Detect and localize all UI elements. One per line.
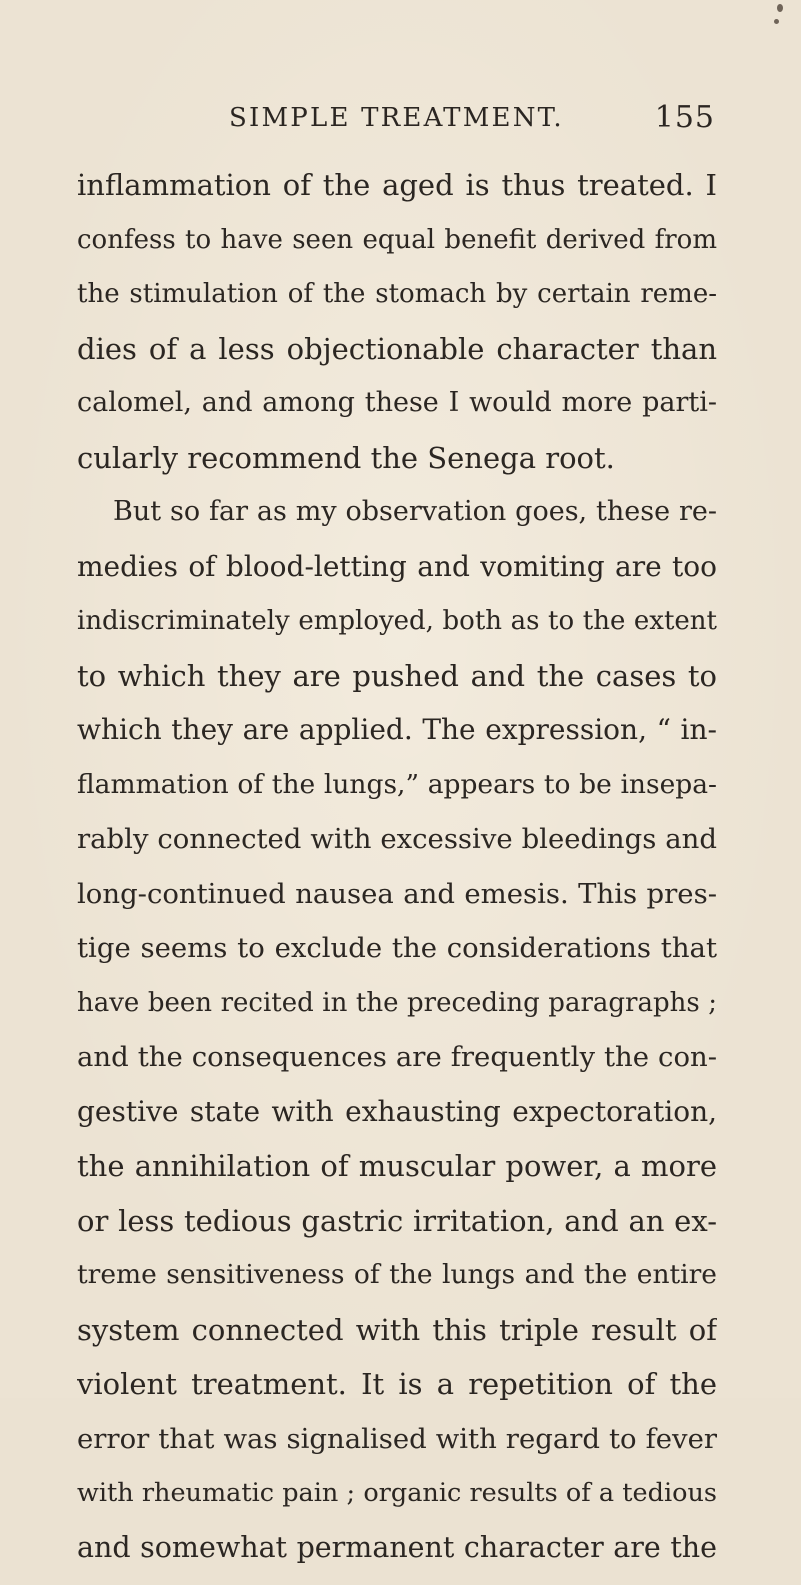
text-line: treme sensitiveness of the lungs and the entire [77, 1258, 717, 1313]
ink-speck [777, 4, 783, 12]
text-line: cularly recommend the Senega root. [77, 441, 717, 496]
text-line: and somewhat permanent character are the [77, 1531, 717, 1585]
text-line: error that was signalised with regard to fever [77, 1422, 717, 1477]
text-line: to which they are pushed and the cases to [77, 659, 717, 714]
text-line: with rheumatic pain ; organic results of a tedious [77, 1476, 717, 1531]
text-line: the annihilation of muscular power, a more [77, 1149, 717, 1204]
text-line: or less tedious gastric irritation, and an ex- [77, 1204, 717, 1259]
text-line: violent treatment. It is a repetition of the [77, 1367, 717, 1422]
ink-speck [774, 19, 779, 24]
text-line: inflammation of the aged is thus treated. I [77, 168, 717, 223]
text-line: indiscriminately employed, both as to the extent [77, 604, 717, 659]
text-line: But so far as my observation goes, these re- [77, 495, 717, 550]
text-line: rably connected with excessive bleedings and [77, 822, 717, 877]
text-line: which they are applied. The expression, “ in- [77, 713, 717, 768]
text-line: long-continued nausea and emesis. This pres- [77, 877, 717, 932]
text-line: calomel, and among these I would more parti- [77, 386, 717, 441]
text-line: confess to have seen equal benefit derived from [77, 223, 717, 278]
page-number: 155 [655, 100, 715, 135]
text-line: tige seems to exclude the considerations that [77, 931, 717, 986]
text-line: system connected with this triple result of [77, 1313, 717, 1368]
page-header [229, 103, 715, 143]
text-line: flammation of the lungs,” appears to be insepa- [77, 768, 717, 823]
text-line: gestive state with exhausting expectoration, [77, 1095, 717, 1150]
text-line: and the consequences are frequently the con- [77, 1040, 717, 1095]
body-text [77, 168, 717, 1585]
text-line: dies of a less objectionable character than [77, 332, 717, 387]
running-title: SIMPLE TREATMENT. [229, 103, 564, 133]
text-line: have been recited in the preceding paragraphs ; [77, 986, 717, 1041]
text-line: the stimulation of the stomach by certain reme- [77, 277, 717, 332]
text-line: medies of blood-letting and vomiting are too [77, 550, 717, 605]
